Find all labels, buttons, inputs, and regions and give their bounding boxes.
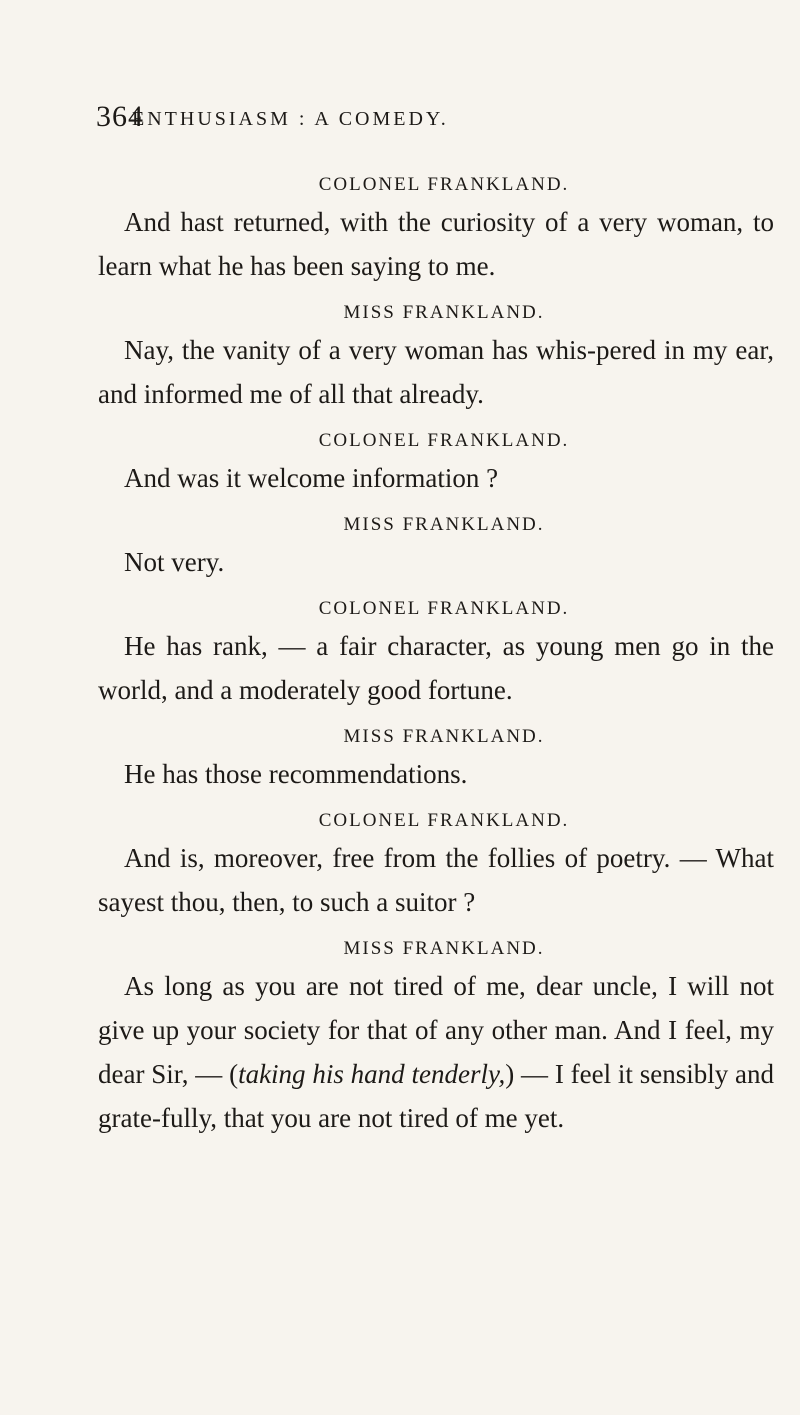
stage-direction: taking his hand tenderly, bbox=[238, 1059, 506, 1089]
speaker-name: MISS FRANKLAND. bbox=[343, 938, 545, 959]
speech-text: He has those recommendations. bbox=[124, 759, 468, 789]
speaker-name: COLONEL FRANKLAND. bbox=[318, 174, 570, 195]
speech-text: And hast returned, with the curiosity of a very woman, to learn what he has been saying to me. bbox=[98, 207, 774, 281]
running-head bbox=[96, 100, 740, 140]
speech-text: He has rank, — a fair character, as young men go in the world, and a moderately good fortune. bbox=[98, 631, 774, 705]
speaker-name: MISS FRANKLAND. bbox=[343, 514, 545, 535]
speech-text bbox=[98, 964, 774, 1140]
dialogue-body bbox=[98, 170, 774, 1150]
speaker-name: MISS FRANKLAND. bbox=[343, 302, 545, 323]
speech-text-part: As long as you are not tired of me, dear uncle, I will not give up your society for that of any other man. And I feel, my dear Sir, — ( bbox=[98, 971, 774, 1089]
speech-text: Not very. bbox=[124, 547, 225, 577]
speech-text: Nay, the vanity of a very woman has whis-pered in my ear, and informed me of all that already. bbox=[98, 335, 774, 409]
speech-text: And was it welcome information ? bbox=[124, 463, 499, 493]
speaker-name: MISS FRANKLAND. bbox=[343, 726, 545, 747]
speaker-name: COLONEL FRANKLAND. bbox=[318, 810, 570, 831]
running-title: ENTHUSIASM : A COMEDY. bbox=[132, 108, 449, 130]
speaker-name: COLONEL FRANKLAND. bbox=[318, 430, 570, 451]
speech-text: And is, moreover, free from the follies of poetry. — What sayest thou, then, to such a suitor ? bbox=[98, 843, 774, 917]
speaker-name: COLONEL FRANKLAND. bbox=[318, 598, 570, 619]
page-number: 364 bbox=[96, 100, 144, 133]
speech-text-part: ) — I feel it sensibly and grate-fully, that you are not tired of me yet. bbox=[98, 1059, 775, 1133]
